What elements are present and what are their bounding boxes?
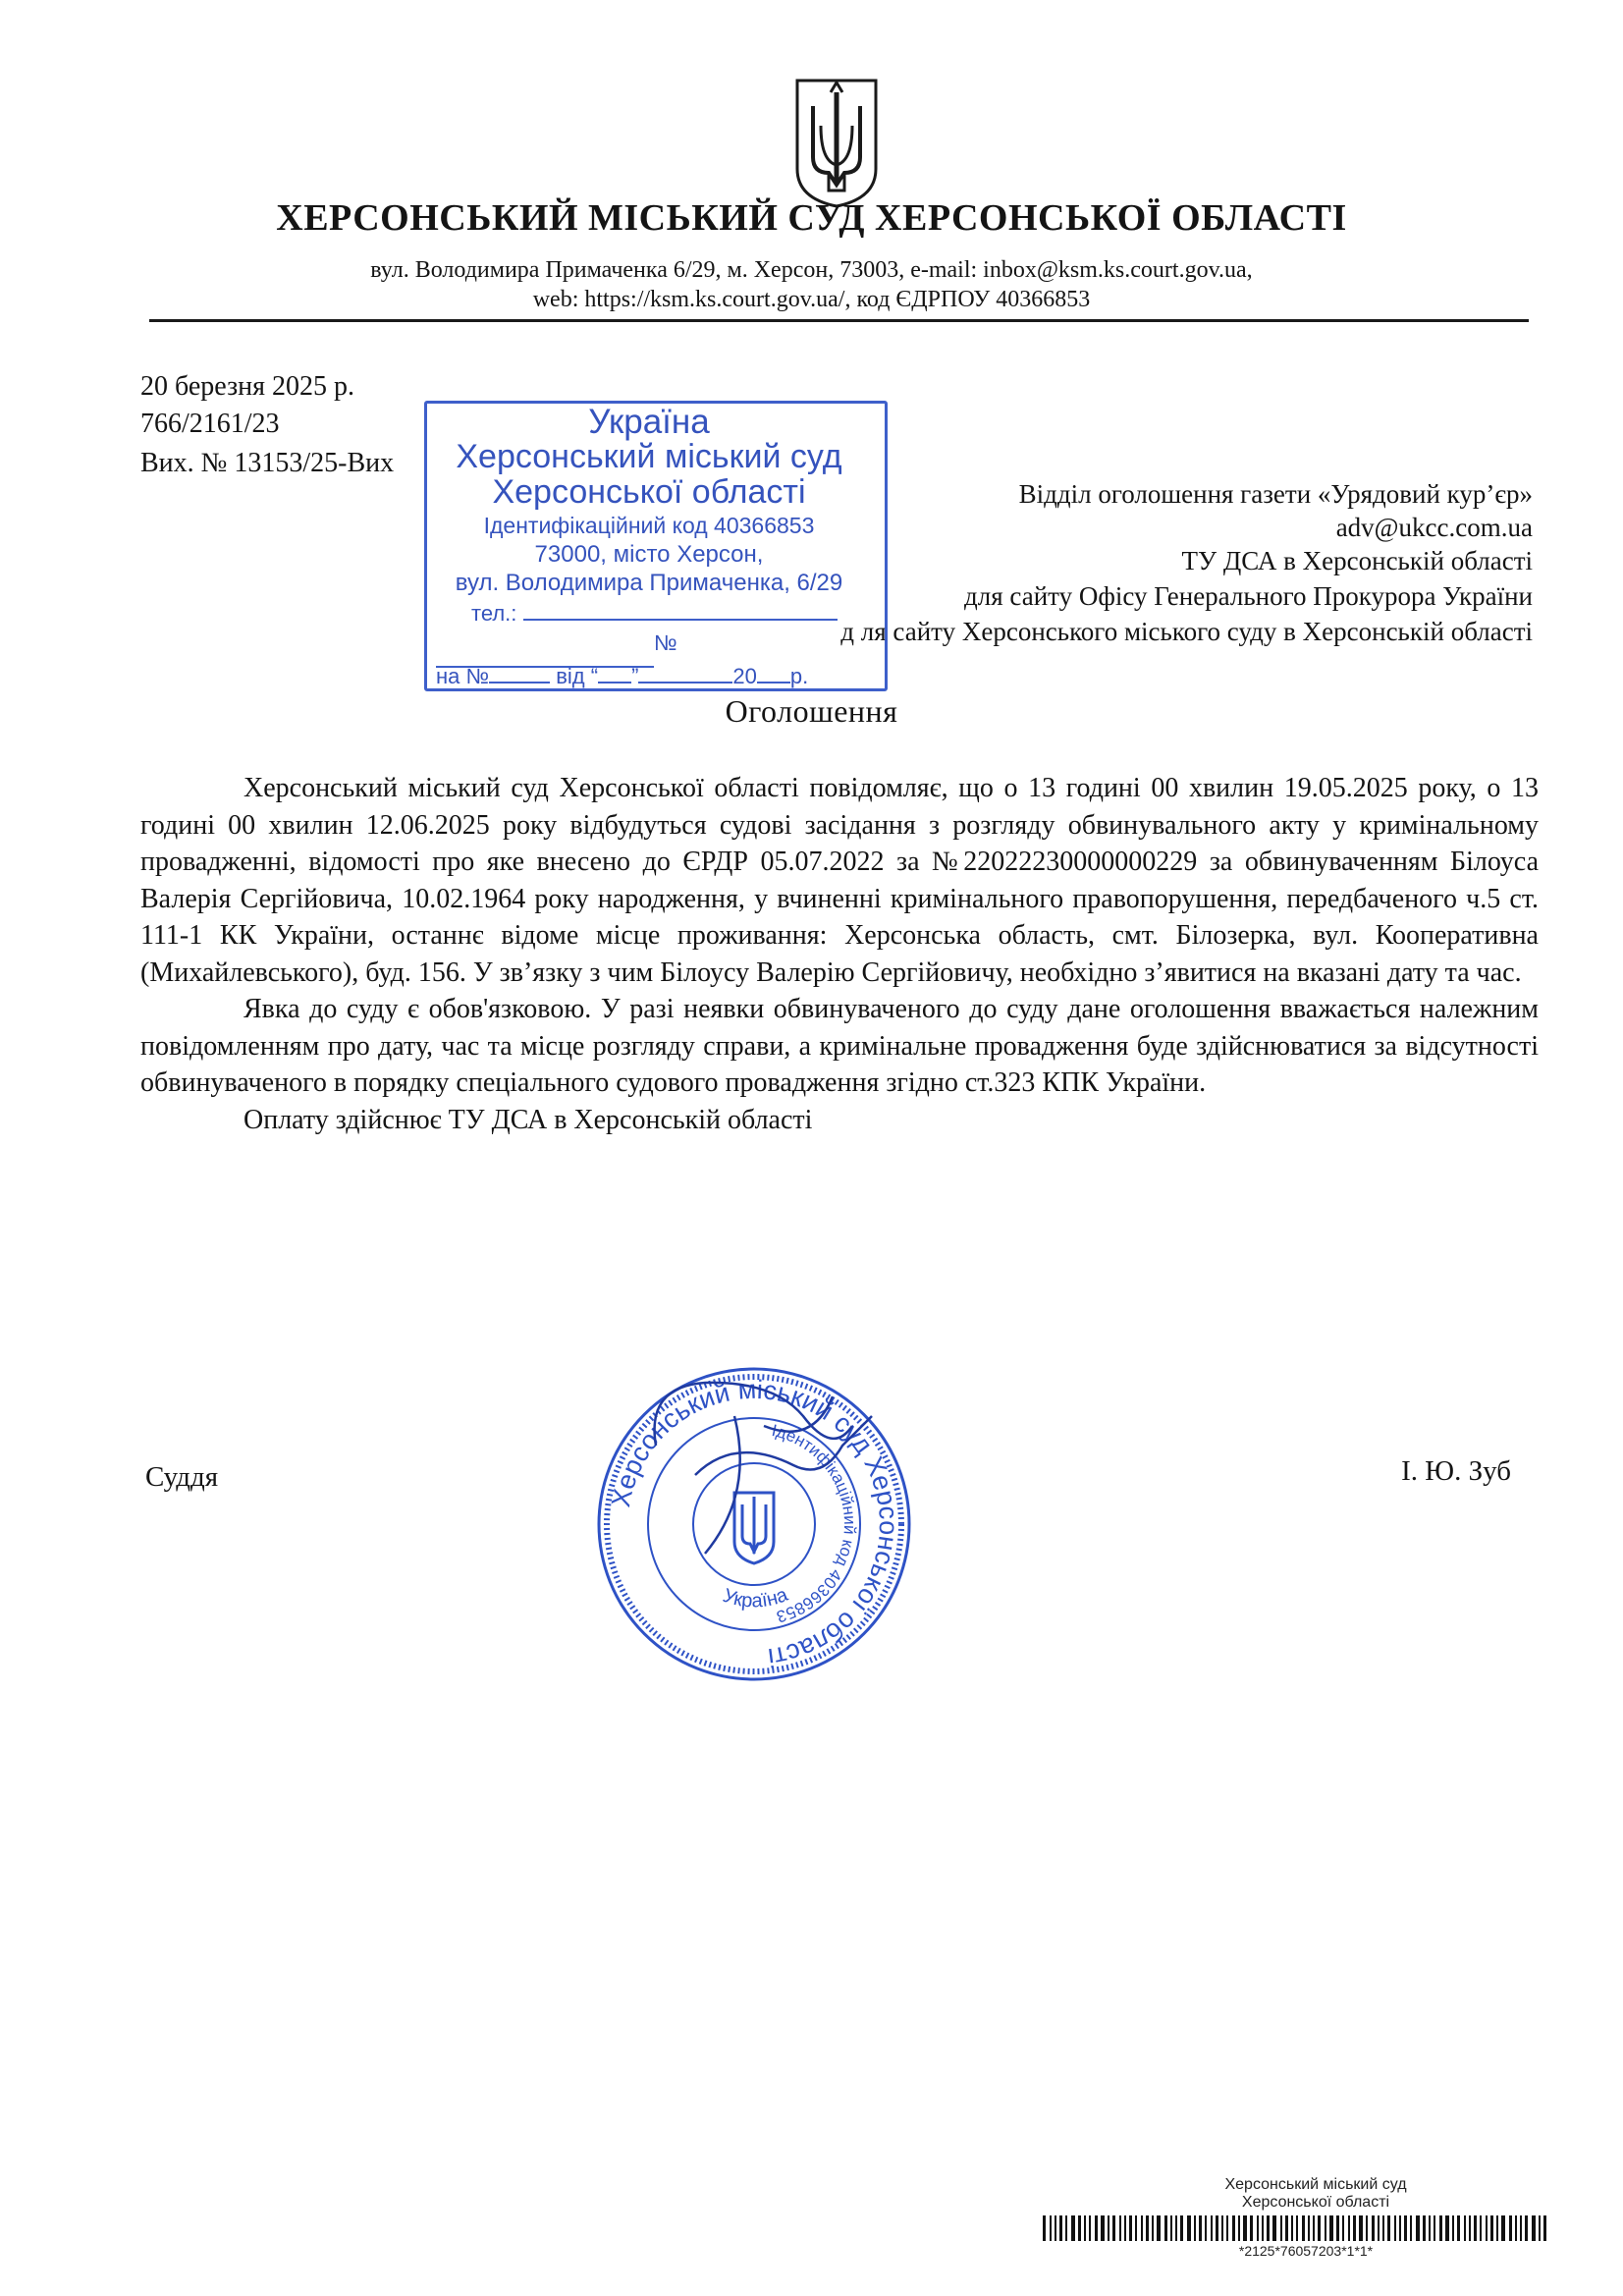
barcode-bar (1175, 2215, 1177, 2241)
recipient-line: д ля сайту Херсонського міського суду в Херсонській області (840, 617, 1533, 646)
barcode-bar (1059, 2215, 1062, 2241)
barcode-bar (1520, 2215, 1522, 2241)
barcode-bar (1280, 2215, 1282, 2241)
recipient-line: adv@ukcc.com.ua (1335, 513, 1533, 542)
stamp-number-row: № (654, 630, 677, 655)
barcode-bar (1429, 2215, 1431, 2241)
barcode-bar (1439, 2215, 1442, 2241)
barcode-bar (1119, 2215, 1121, 2241)
barcode-bar (1157, 2215, 1161, 2241)
barcode-bar (1539, 2215, 1541, 2241)
registration-stamp (410, 391, 888, 690)
court-seal (587, 1357, 921, 1691)
barcode-bar (1055, 2215, 1056, 2241)
barcode-bar (1065, 2215, 1067, 2241)
seal-bottom-text: Україна (720, 1583, 791, 1613)
barcode-bar (1318, 2215, 1321, 2241)
barcode-bar (1267, 2215, 1270, 2241)
stamp-code: Ідентифікаційний код 40366853 (483, 513, 815, 538)
barcode-bar (1108, 2215, 1109, 2241)
barcode-bar (1095, 2215, 1098, 2241)
barcode-bar (1216, 2215, 1218, 2241)
coat-of-arms-icon (791, 75, 882, 210)
barcode-bar (1180, 2215, 1183, 2241)
barcode-bar (1226, 2215, 1228, 2241)
barcode-bar (1084, 2215, 1086, 2241)
barcode-bar (1135, 2215, 1137, 2241)
barcode-bar (1525, 2215, 1528, 2241)
barcode-bar (1410, 2215, 1412, 2241)
body-paragraph: Херсонський міський суд Херсонської області повідомляє, що о 13 годині 00 хвилин 19.05.2025 року, о 13 годині 00 хвилин 12.06.2025 року відбудуться судові засідання з розгляду обвинувального акту у кримінальному провадженні, відомості про яке внесено до ЄРДР 05.07.2022 за №22022230000000229 за обвинуваченням Білоуса Валерія Сергійовича, 10.02.1964 року народження, у вчиненні кримінального правопорушення, передбаченого ч.5 ст. 111-1 КК України, останнє відоме місце проживання: Херсонська область, смт. Білозерка, вул. Кооперативна (Михайлевського), буд. 156. У зв’язку з чим Білоусу Валерію Сергійовичу, необхідно з’явитися на вказані дату та час. (140, 773, 1539, 988)
court-address-line: вул. Володимира Примаченка 6/29, м. Херсон, 73003, e-mail: inbox@ksm.ks.court.gov.ua, (370, 257, 1253, 283)
barcode-bar (1296, 2215, 1298, 2241)
court-name-title: ХЕРСОНСЬКИЙ МІСЬКИЙ СУД ХЕРСОНСЬКОЇ ОБЛАСТІ (276, 197, 1347, 239)
barcode-bar (1187, 2215, 1191, 2241)
stamp-court-name: Херсонський міський суд (456, 438, 842, 475)
body-paragraph: Явка до суду є обов'язковою. У разі неявки обвинуваченого до суду дане оголошення вважається належним повідомленням про дату, час та місце розгляду справи, а кримінальне провадження буде здійснюватися за відсутності обвинуваченого в порядку спеціального судового провадження згідно ст.323 КПК України. (140, 994, 1539, 1098)
document-date: 20 березня 2025 р. (140, 371, 354, 402)
footer-court-region: Херсонської області (1241, 2194, 1390, 2211)
barcode-bar (1043, 2215, 1046, 2241)
barcode-bar (1399, 2215, 1401, 2241)
barcode (1043, 2215, 1553, 2241)
footer-court-name: Херсонський міський суд (1224, 2176, 1407, 2193)
outgoing-number: Вих. № 13153/25-Вих (140, 448, 395, 478)
signer-name: І. Ю. Зуб (1401, 1455, 1511, 1487)
recipient-line: для сайту Офісу Генерального Прокурора України (964, 581, 1533, 611)
stamp-phone-row: тел.: (471, 601, 838, 627)
barcode-bar (1170, 2215, 1172, 2241)
body-paragraph: Оплату здійснює ТУ ДСА в Херсонській області (243, 1104, 813, 1135)
seal-trident-icon (734, 1493, 774, 1563)
barcode-bar (1423, 2215, 1426, 2241)
barcode-bar (1342, 2215, 1344, 2241)
barcode-bar (1532, 2215, 1536, 2241)
stamp-region: Херсонської області (492, 473, 806, 511)
barcode-bar (1194, 2215, 1196, 2241)
barcode-bar (1515, 2215, 1517, 2241)
barcode-bar (1348, 2215, 1350, 2241)
case-number: 766/2161/23 (140, 409, 280, 439)
barcode-bar (1387, 2215, 1390, 2241)
barcode-bar (1146, 2215, 1149, 2241)
barcode-bar (1486, 2215, 1488, 2241)
barcode-bar (1152, 2215, 1154, 2241)
barcode-bar (1129, 2215, 1132, 2241)
barcode-bar (1262, 2215, 1264, 2241)
barcode-bar (1302, 2215, 1305, 2241)
barcode-bar (1496, 2215, 1498, 2241)
barcode-bar (1232, 2215, 1235, 2241)
barcode-bar (1416, 2215, 1420, 2241)
barcode-bar (1378, 2215, 1380, 2241)
barcode-bar (1382, 2215, 1384, 2241)
document-body (140, 770, 1539, 1138)
barcode-bar (1199, 2215, 1202, 2241)
barcode-bar (1480, 2215, 1482, 2241)
barcode-bar (1272, 2215, 1276, 2241)
barcode-bar (1221, 2215, 1223, 2241)
document-heading: Оголошення (725, 693, 898, 729)
barcode-bar (1071, 2215, 1075, 2241)
barcode-bar (1366, 2215, 1368, 2241)
barcode-bar (1257, 2215, 1259, 2241)
barcode-bar (1078, 2215, 1081, 2241)
barcode-bar (1285, 2215, 1288, 2241)
barcode-bar (1509, 2215, 1512, 2241)
seal-outer-text: Херсонський міський суд Херсонської області (606, 1374, 904, 1673)
barcode-bar (1205, 2215, 1207, 2241)
barcode-bar (1543, 2215, 1546, 2241)
barcode-bar (1474, 2215, 1477, 2241)
barcode-bar (1452, 2215, 1454, 2241)
barcode-bar (1124, 2215, 1126, 2241)
barcode-bar (1291, 2215, 1293, 2241)
barcode-bar (1164, 2215, 1167, 2241)
barcode-bar (1490, 2215, 1493, 2241)
barcode-bar (1250, 2215, 1253, 2241)
barcode-bar (1469, 2215, 1471, 2241)
barcode-bar (1211, 2215, 1213, 2241)
barcode-bar (1089, 2215, 1091, 2241)
stamp-street: вул. Володимира Примаченка, 6/29 (455, 570, 843, 596)
barcode-bar (1372, 2215, 1375, 2241)
barcode-bar (1101, 2215, 1105, 2241)
stamp-city: 73000, місто Херсон, (534, 541, 764, 568)
barcode-bar (1325, 2215, 1326, 2241)
barcode-bar (1394, 2215, 1396, 2241)
barcode-bar (1141, 2215, 1143, 2241)
barcode-bar (1238, 2215, 1240, 2241)
court-web-line: web: https://ksm.ks.court.gov.ua/, код ЄДРПОУ 40366853 (532, 287, 1091, 312)
barcode-number: *2125*76057203*1*1* (1238, 2243, 1374, 2259)
barcode-bar (1434, 2215, 1435, 2241)
barcode-bar (1404, 2215, 1407, 2241)
barcode-bar (1445, 2215, 1449, 2241)
stamp-country: Україна (588, 403, 710, 441)
stamp-ref-row: на № від “ ” 20 р. (436, 664, 809, 688)
barcode-bar (1243, 2215, 1247, 2241)
barcode-bar (1313, 2215, 1315, 2241)
barcode-bar (1457, 2215, 1460, 2241)
barcode-bar (1501, 2215, 1505, 2241)
barcode-bar (1359, 2215, 1363, 2241)
seal-inner-text: Ідентифікаційний код 40366853 (770, 1420, 860, 1626)
barcode-bar (1353, 2215, 1356, 2241)
barcode-bar (1336, 2215, 1339, 2241)
recipient-line: Відділ оголошення газети «Урядовий кур’єр» (1018, 479, 1533, 509)
barcode-bar (1050, 2215, 1052, 2241)
barcode-bar (1329, 2215, 1333, 2241)
barcode-bar (1464, 2215, 1466, 2241)
recipient-line: ТУ ДСА в Херсонській області (1181, 546, 1533, 575)
barcode-bar (1308, 2215, 1310, 2241)
header-divider (149, 319, 1529, 322)
signer-role: Суддя (145, 1461, 219, 1493)
barcode-bar (1112, 2215, 1115, 2241)
